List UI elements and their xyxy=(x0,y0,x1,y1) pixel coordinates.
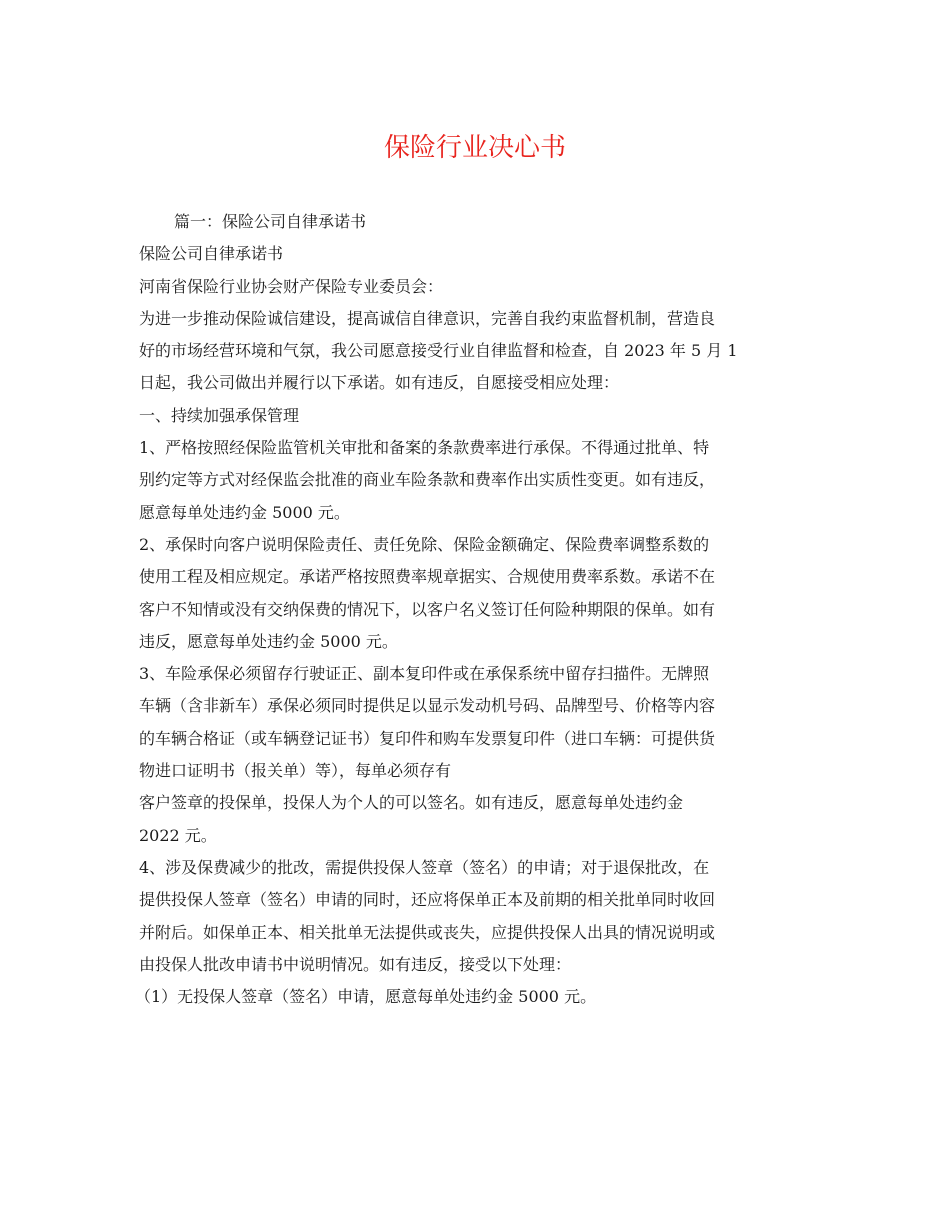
text-line: 愿意每单处违约金 5000 元。 xyxy=(139,502,350,522)
text-line: 物进口证明书（报关单）等），每单必须存有 xyxy=(139,761,452,781)
text-line: 2、承保时向客户说明保险责任、责任免除、保险金额确定、保险费率调整系数的 xyxy=(139,534,710,554)
text-line: 并附后。如保单正本、相关批单无法提供或丧失，应提供投保人出具的情况说明或 xyxy=(139,922,716,942)
text-line: 日起，我公司做出并履行以下承诺。如有违反，自愿接受相应处理： xyxy=(139,373,620,393)
text-line: 的车辆合格证（或车辆登记证书）复印件和购车发票复印件（进口车辆：可提供货 xyxy=(139,728,716,748)
addressee: 河南省保险行业协会财产保险专业委员会： xyxy=(139,276,444,296)
document-body xyxy=(135,206,819,1013)
text-line: 客户不知情或没有交纳保费的情况下，以客户名义签订任何险种期限的保单。如有 xyxy=(139,599,716,619)
text-line: 4、涉及保费减少的批改，需提供投保人签章（签名）的申请；对于退保批改，在 xyxy=(139,857,710,877)
section-heading: 一、持续加强承保管理 xyxy=(139,405,300,425)
text-line: 2022 元。 xyxy=(139,825,217,845)
text-line: 违反，愿意每单处违约金 5000 元。 xyxy=(139,631,398,651)
text-line: 由投保人批改申请书中说明情况。如有违反，接受以下处理： xyxy=(139,954,572,974)
document-title: 保险行业决心书 xyxy=(383,133,566,163)
text-line: 车辆（含非新车）承保必须同时提供足以显示发动机号码、品牌型号、价格等内容 xyxy=(139,696,716,716)
text-line: 别约定等方式对经保监会批准的商业车险条款和费率作出实质性变更。如有违反， xyxy=(139,470,716,490)
section-title: 保险公司自律承诺书 xyxy=(139,244,284,264)
list-item: （1）无投保人签章（签名）申请，愿意每单处违约金 5000 元。 xyxy=(135,987,597,1007)
chapter-heading: 篇一：保险公司自律承诺书 xyxy=(174,212,367,231)
text-line: 1、严格按照经保险监管机关审批和备案的条款费率进行承保。不得通过批单、特 xyxy=(139,438,710,458)
text-line: 提供投保人签章（签名）申请的同时，还应将保单正本及前期的相关批单同时收回 xyxy=(139,890,716,910)
text-line: 好的市场经营环境和气氛，我公司愿意接受行业自律监督和检查，自 2023 年 5 月 1 xyxy=(139,341,738,361)
text-line: 为进一步推动保险诚信建设，提高诚信自律意识，完善自我约束监督机制，营造良 xyxy=(139,308,716,328)
text-line: 3、车险承保必须留存行驶证正、副本复印件或在承保系统中留存扫描件。无牌照 xyxy=(139,664,710,684)
text-line: 客户签章的投保单，投保人为个人的可以签名。如有违反，愿意每单处违约金 xyxy=(139,793,684,813)
text-line: 使用工程及相应规定。承诺严格按照费率规章据实、合规使用费率系数。承诺不在 xyxy=(139,567,716,587)
